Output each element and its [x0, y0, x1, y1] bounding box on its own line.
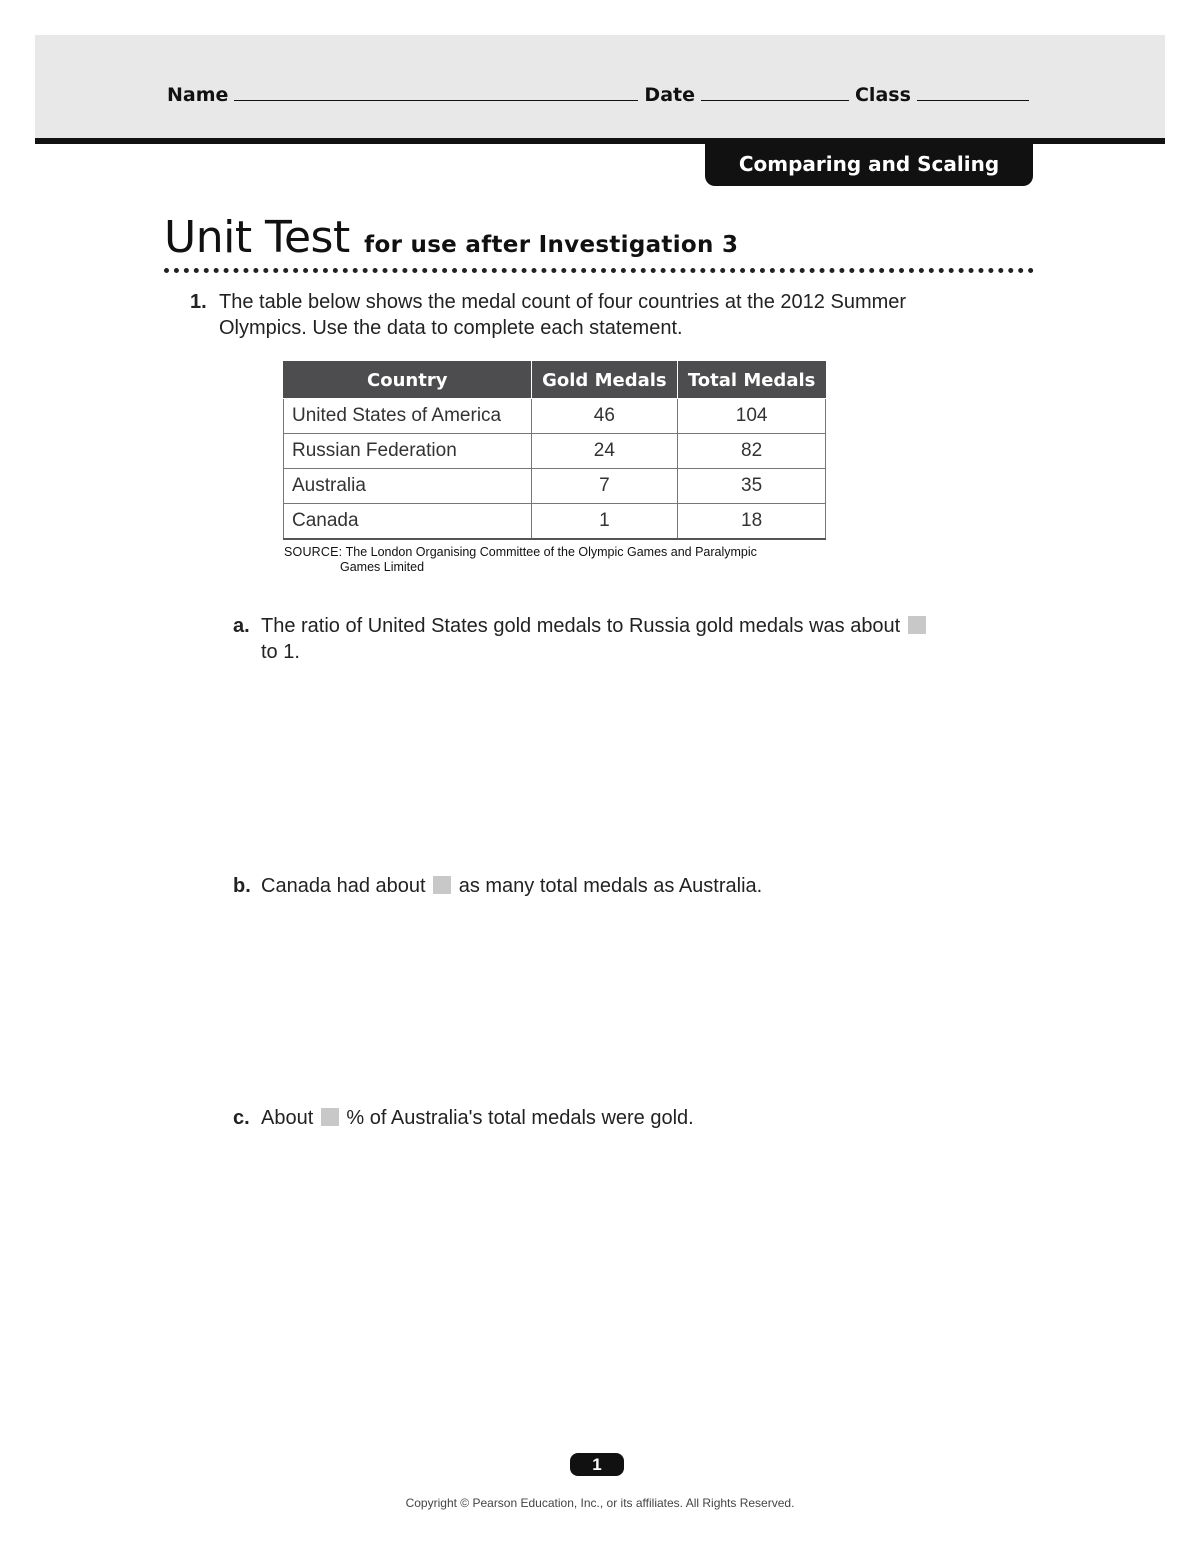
question-number: 1. — [190, 291, 207, 313]
class-field[interactable] — [917, 80, 1029, 101]
part-text-after: % of Australia's total medals were gold. — [346, 1107, 694, 1129]
table-row — [284, 399, 826, 434]
part-text — [261, 1105, 933, 1131]
answer-blank[interactable] — [908, 616, 926, 634]
part-text-after: to 1. — [261, 641, 300, 663]
table-source — [284, 545, 824, 575]
country-cell: Canada — [284, 504, 532, 540]
date-field[interactable] — [701, 80, 849, 101]
unit-tab: Comparing and Scaling — [705, 140, 1033, 186]
total-cell: 82 — [678, 434, 826, 469]
gold-cell: 46 — [531, 399, 678, 434]
part-text-before: Canada had about — [261, 875, 426, 897]
part-text-before: The ratio of United States gold medals to Russia gold medals was about — [261, 615, 901, 637]
answer-blank[interactable] — [433, 876, 451, 894]
title-dotted-rule — [164, 268, 1034, 273]
student-info-fields — [167, 80, 1035, 106]
column-header: Gold Medals — [531, 362, 678, 399]
medal-table — [283, 361, 826, 540]
part-text — [261, 873, 933, 899]
name-label: Name — [167, 84, 229, 106]
part-text-before: About — [261, 1107, 314, 1129]
part-a — [233, 613, 933, 665]
copyright-notice: Copyright © Pearson Education, Inc., or its affiliates. All Rights Reserved. — [405, 1496, 795, 1510]
date-label: Date — [644, 84, 695, 106]
source-text-line1: The London Organising Committee of the Olympic Games and Paralympic — [345, 545, 757, 559]
title-main: Unit Test — [164, 212, 350, 263]
country-cell: Australia — [284, 469, 532, 504]
table-header-row — [284, 362, 826, 399]
part-text — [261, 613, 933, 665]
part-text-after: as many total medals as Australia. — [458, 875, 763, 897]
page-title — [164, 212, 738, 263]
part-letter: c. — [233, 1107, 250, 1129]
gold-cell: 1 — [531, 504, 678, 540]
part-c — [233, 1105, 933, 1131]
question-text: The table below shows the medal count of four countries at the 2012 Summer Olympics. Use the data to complete each statement. — [219, 291, 907, 339]
question-1 — [190, 289, 950, 341]
part-letter: a. — [233, 615, 250, 637]
column-header: Total Medals — [678, 362, 826, 399]
title-subtitle: for use after Investigation 3 — [364, 232, 739, 258]
part-letter: b. — [233, 875, 251, 897]
answer-blank[interactable] — [321, 1108, 339, 1126]
table-row — [284, 504, 826, 540]
column-header: Country — [284, 362, 532, 399]
table-row — [284, 434, 826, 469]
name-field[interactable] — [234, 80, 638, 101]
gold-cell: 24 — [531, 434, 678, 469]
source-label: SOURCE: — [284, 545, 343, 559]
source-text-line2: Games Limited — [340, 560, 425, 574]
gold-cell: 7 — [531, 469, 678, 504]
part-b — [233, 873, 933, 899]
page-number: 1 — [570, 1453, 624, 1476]
country-cell: United States of America — [284, 399, 532, 434]
class-label: Class — [854, 84, 911, 106]
total-cell: 18 — [678, 504, 826, 540]
total-cell: 35 — [678, 469, 826, 504]
total-cell: 104 — [678, 399, 826, 434]
country-cell: Russian Federation — [284, 434, 532, 469]
table-row — [284, 469, 826, 504]
